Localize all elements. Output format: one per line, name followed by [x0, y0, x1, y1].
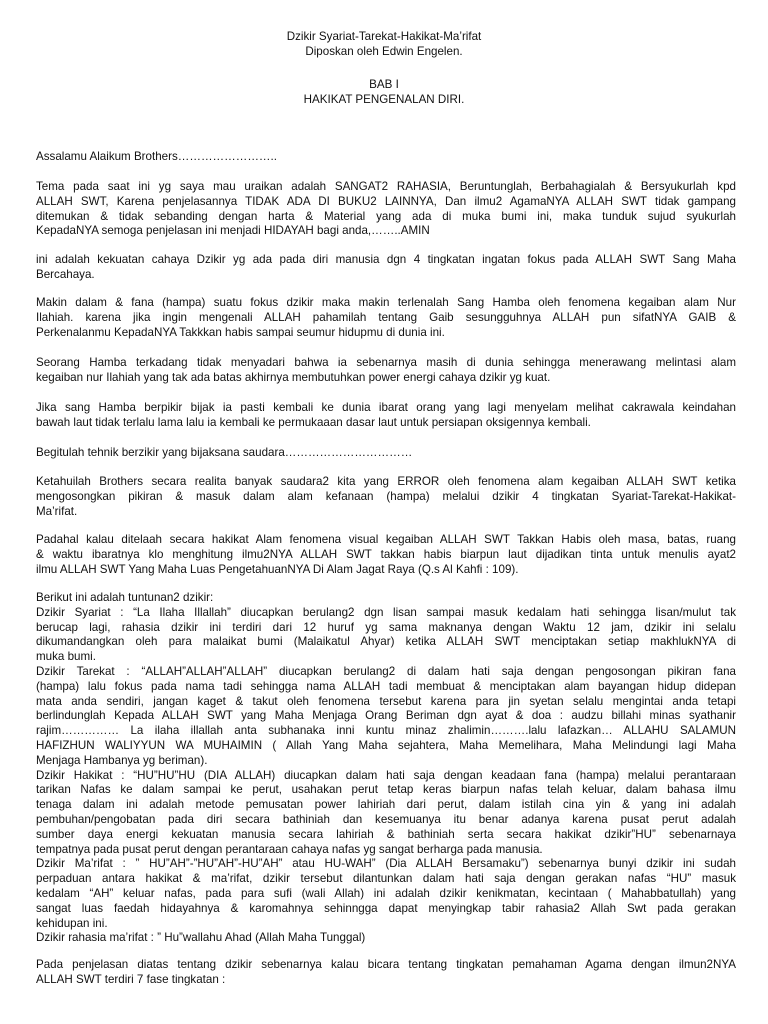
text-line: Dzikir Tarekat : “ALLAH”ALLAH”ALLAH” diucapkan berulang2 di dalam hati saja dengan pengosongan pikiran fana: [36, 664, 736, 678]
text-line: Ilahiah. karena jika ingin mengenali ALLAH pahamilah tentang Gaib sesungguhnya ALLAH pun sifatNYA GAIB &: [36, 310, 736, 324]
text-line: Dzikir Hakikat : “HU”HU”HU (DIA ALLAH) diucapkan dalam hati saja dengan keadaan fana (hampa) melalui perantaraan: [36, 768, 736, 782]
text-line: dikumandangkan oleh para malaikat bumi (Malaikatul Ahyar) ketika ALLAH SWT menciptakan setiap makhlukNYA di: [36, 635, 736, 649]
text-line: Dzikir Syariat : “La Ilaha Illallah” diucapkan berulang2 dgn lisan sampai masuk kedalam hati sehingga lisan/mulut tak: [36, 605, 736, 619]
text-line: rajim…………… La ilaha illallah anta subhanaka inni kuntu minaz zhalimin……….lalu lafazkan… ALLAHU SALAMUN: [36, 724, 736, 738]
chapter-title: HAKIKAT PENGENALAN DIRI.: [303, 93, 465, 106]
text-line: tarikan Nafas ke dalam sampai ke perut, usahakan perut tetap keras biarpun nafas telah keluar, dalam bahasa ilmu: [36, 783, 736, 797]
text-line: kehidupan ini.: [36, 916, 108, 930]
paragraph-3: [36, 296, 736, 340]
text-line: Tema pada saat ini yg saya mau uraikan adalah SANGAT2 RAHASIA, Beruntunglah, Berbahagialah & Bersyukurlah kpd: [36, 180, 736, 193]
chapter-number: BAB I: [369, 78, 399, 91]
greeting: Assalamu Alaikum Brothers……………………..: [36, 150, 277, 163]
text-line: Dzikir Ma’rifat : ” HU”AH”-”HU”AH”-HU”AH” atau HU-WAH” (Dia ALLAH Bersamaku”) sebenarnya bunyi dzikir ini sudah: [36, 857, 736, 871]
text-line: HAFIZHUN WALIYYUN WA MUHAIMIN ( Allah Yang Maha sejahtera, Maha Memelihara, Maha Melindungi lagi Maha: [36, 738, 736, 752]
paragraph-2: [36, 253, 736, 283]
text-line: berlindunglah Kepada ALLAH SWT yang Maha Menjaga Orang Beriman dgn ayat & doa : audzu billahi minas syathanir: [36, 709, 736, 723]
text-line: Seorang Hamba terkadang tidak menyadari bahwa ia sebenarnya masih di dunia sehingga menerawang melintasi alam: [36, 356, 736, 369]
text-line: tempatnya pada pusat perut dengan perantaraan cahaya nafas yg sangat berharga pada manusia.: [36, 842, 543, 856]
text-line: muka bumi.: [36, 650, 96, 664]
text-line: Pada penjelasan diatas tentang dzikir sebenarnya kalau bicara tentang tingkatan pemahaman Agama dengan ilmun2NYA: [36, 958, 736, 971]
text-line: KepadaNYA semoga penjelasan ini menjadi HIDAYAH bagi anda,……..AMIN: [36, 224, 430, 238]
document-byline: Diposkan oleh Edwin Engelen.: [305, 45, 463, 58]
text-line: mengosongkan pikiran & masuk dalam alam kefanaan (hampa) melalui dzikir 4 tingkatan Syariat-Tarekat-Hakikat-: [36, 489, 736, 503]
text-line: ALLAH SWT, Karena penjelasannya TIDAK ADA DI BUKU2 LAINNYA, Dan ilmu2 AgamaNYA ALLAH SWT tidak gampang: [36, 194, 736, 208]
text-line: ditemukan & tidak sebanding dengan harta & Material yang ada di muka bumi ini, maka tunduk sujud syukurlah: [36, 209, 736, 223]
text-line: ilmu ALLAH SWT Yang Maha Luas PengetahuanNYA Di Alam Jagat Raya (Q.s Al Kahfi : 109).: [36, 562, 519, 576]
text-line: Padahal kalau ditelaah secara hakikat Alam fenomena visual kegaiban ALLAH SWT Takkan Habis oleh masa, batas, ruang: [36, 533, 736, 546]
text-line: Bercahaya.: [36, 267, 95, 281]
paragraph-4: [36, 356, 736, 386]
text-line: ini adalah kekuatan cahaya Dzikir yg ada pada diri manusia dgn 4 tingkatan ingatan fokus pada ALLAH SWT Sang Maha: [36, 253, 736, 266]
text-line: & waktu ibaratnya klo menghitung ilmu2NYA ALLAH SWT takkan habis biarpun laut dijadikan tinta untuk menulis ayat2: [36, 547, 736, 561]
text-line: Makin dalam & fana (hampa) suatu fokus dzikir maka makin terlenalah Sang Hamba oleh fenomena kegaiban alam Nur: [36, 296, 736, 309]
text-line: Berikut ini adalah tuntunan2 dzikir:: [36, 591, 214, 604]
paragraph-1: [36, 180, 736, 239]
text-line: mata anda sendiri, jangan kaget & takut oleh fenomena tersebut karena para jin syetan selalu mengintai anda tetapi: [36, 694, 736, 708]
text-line: berucap lagi, rahasia dzikir ini terdiri dari 12 huruf yg sama maknanya dengan Waktu 12 jam, dzikir ini selalu: [36, 620, 736, 634]
text-line: kegaiban nur Ilahiah yang tak ada batas akhirnya membutuhkan power energi cahaya dzikir yg kuat.: [36, 370, 551, 384]
text-line: bawah laut tidak terlalu lama lalu ia kembali ke permukaaan dasar laut untuk persiapan oksigennya kembali.: [36, 415, 591, 429]
text-line: Ketahuilah Brothers secara realita banyak saudara2 kita yang ERROR oleh fenomena alam kegaiban ALLAH SWT ketika: [36, 475, 736, 488]
text-line: kedalam “AH” keluar nafas, pada para sufi (wali Allah) ini adalah dzikir kenikmatan, kecintaan ( Mahabbatullah) yang: [36, 886, 736, 900]
document-title: Dzikir Syariat-Tarekat-Hakikat-Ma’rifat: [286, 30, 482, 43]
paragraph-7: [36, 475, 736, 519]
text-line: Jika sang Hamba berpikir bijak ia pasti kembali ke dunia ibarat orang yang lagi menyelam melihat cakrawala keindahan: [36, 401, 736, 414]
text-line: pembuhan/pengobatan pada diri secara bathiniah dan kesemuanya itu benar adanya karena pusat perut adalah: [36, 812, 736, 826]
text-line: perpaduan antara hakikat & ma’rifat, dzikir tersebut dilantunkan dalam hati saja dengan gerakan nafas “HU” masuk: [36, 872, 736, 886]
paragraph-6: Begitulah tehnik berzikir yang bijaksana saudara……………………………: [36, 446, 413, 459]
paragraph-8: [36, 533, 736, 577]
paragraph-5: [36, 401, 736, 431]
text-line: (hampa) lalu fokus pada nama tadi sehingga nama ALLAH tadi membuat & menciptakan alam bayangan hidup didepan: [36, 679, 736, 693]
paragraph-10: [36, 958, 736, 988]
paragraph-dzikir-guide: [36, 591, 736, 946]
text-line: Perkenalanmu KepadaNYA Takkkan habis sampai seumur hidupmu di dunia ini.: [36, 325, 445, 339]
text-line: tenaga dalam ini adalah metode pemusatan power lahiriah dari perut, dalam istilah cina yin & yang ini adalah: [36, 798, 736, 812]
text-line: sangat luas faedah hidayahnya & karomahnya sehinngga dapat menyingkap tabir rahasia2 Allah Swt pada gerakan: [36, 901, 736, 915]
text-line: Menjaga Hambanya yg beriman).: [36, 753, 208, 767]
text-line: sumber daya energi kekuatan manusia secara lahiriah & bathiniah serta secara hakikat dzikir”HU” sebenarnaya: [36, 827, 736, 841]
text-line: Ma’rifat.: [36, 504, 78, 518]
text-line: Dzikir rahasia ma’rifat : ” Hu”wallahu Ahad (Allah Maha Tunggal): [36, 931, 366, 945]
text-line: ALLAH SWT terdiri 7 fase tingkatan :: [36, 972, 226, 986]
